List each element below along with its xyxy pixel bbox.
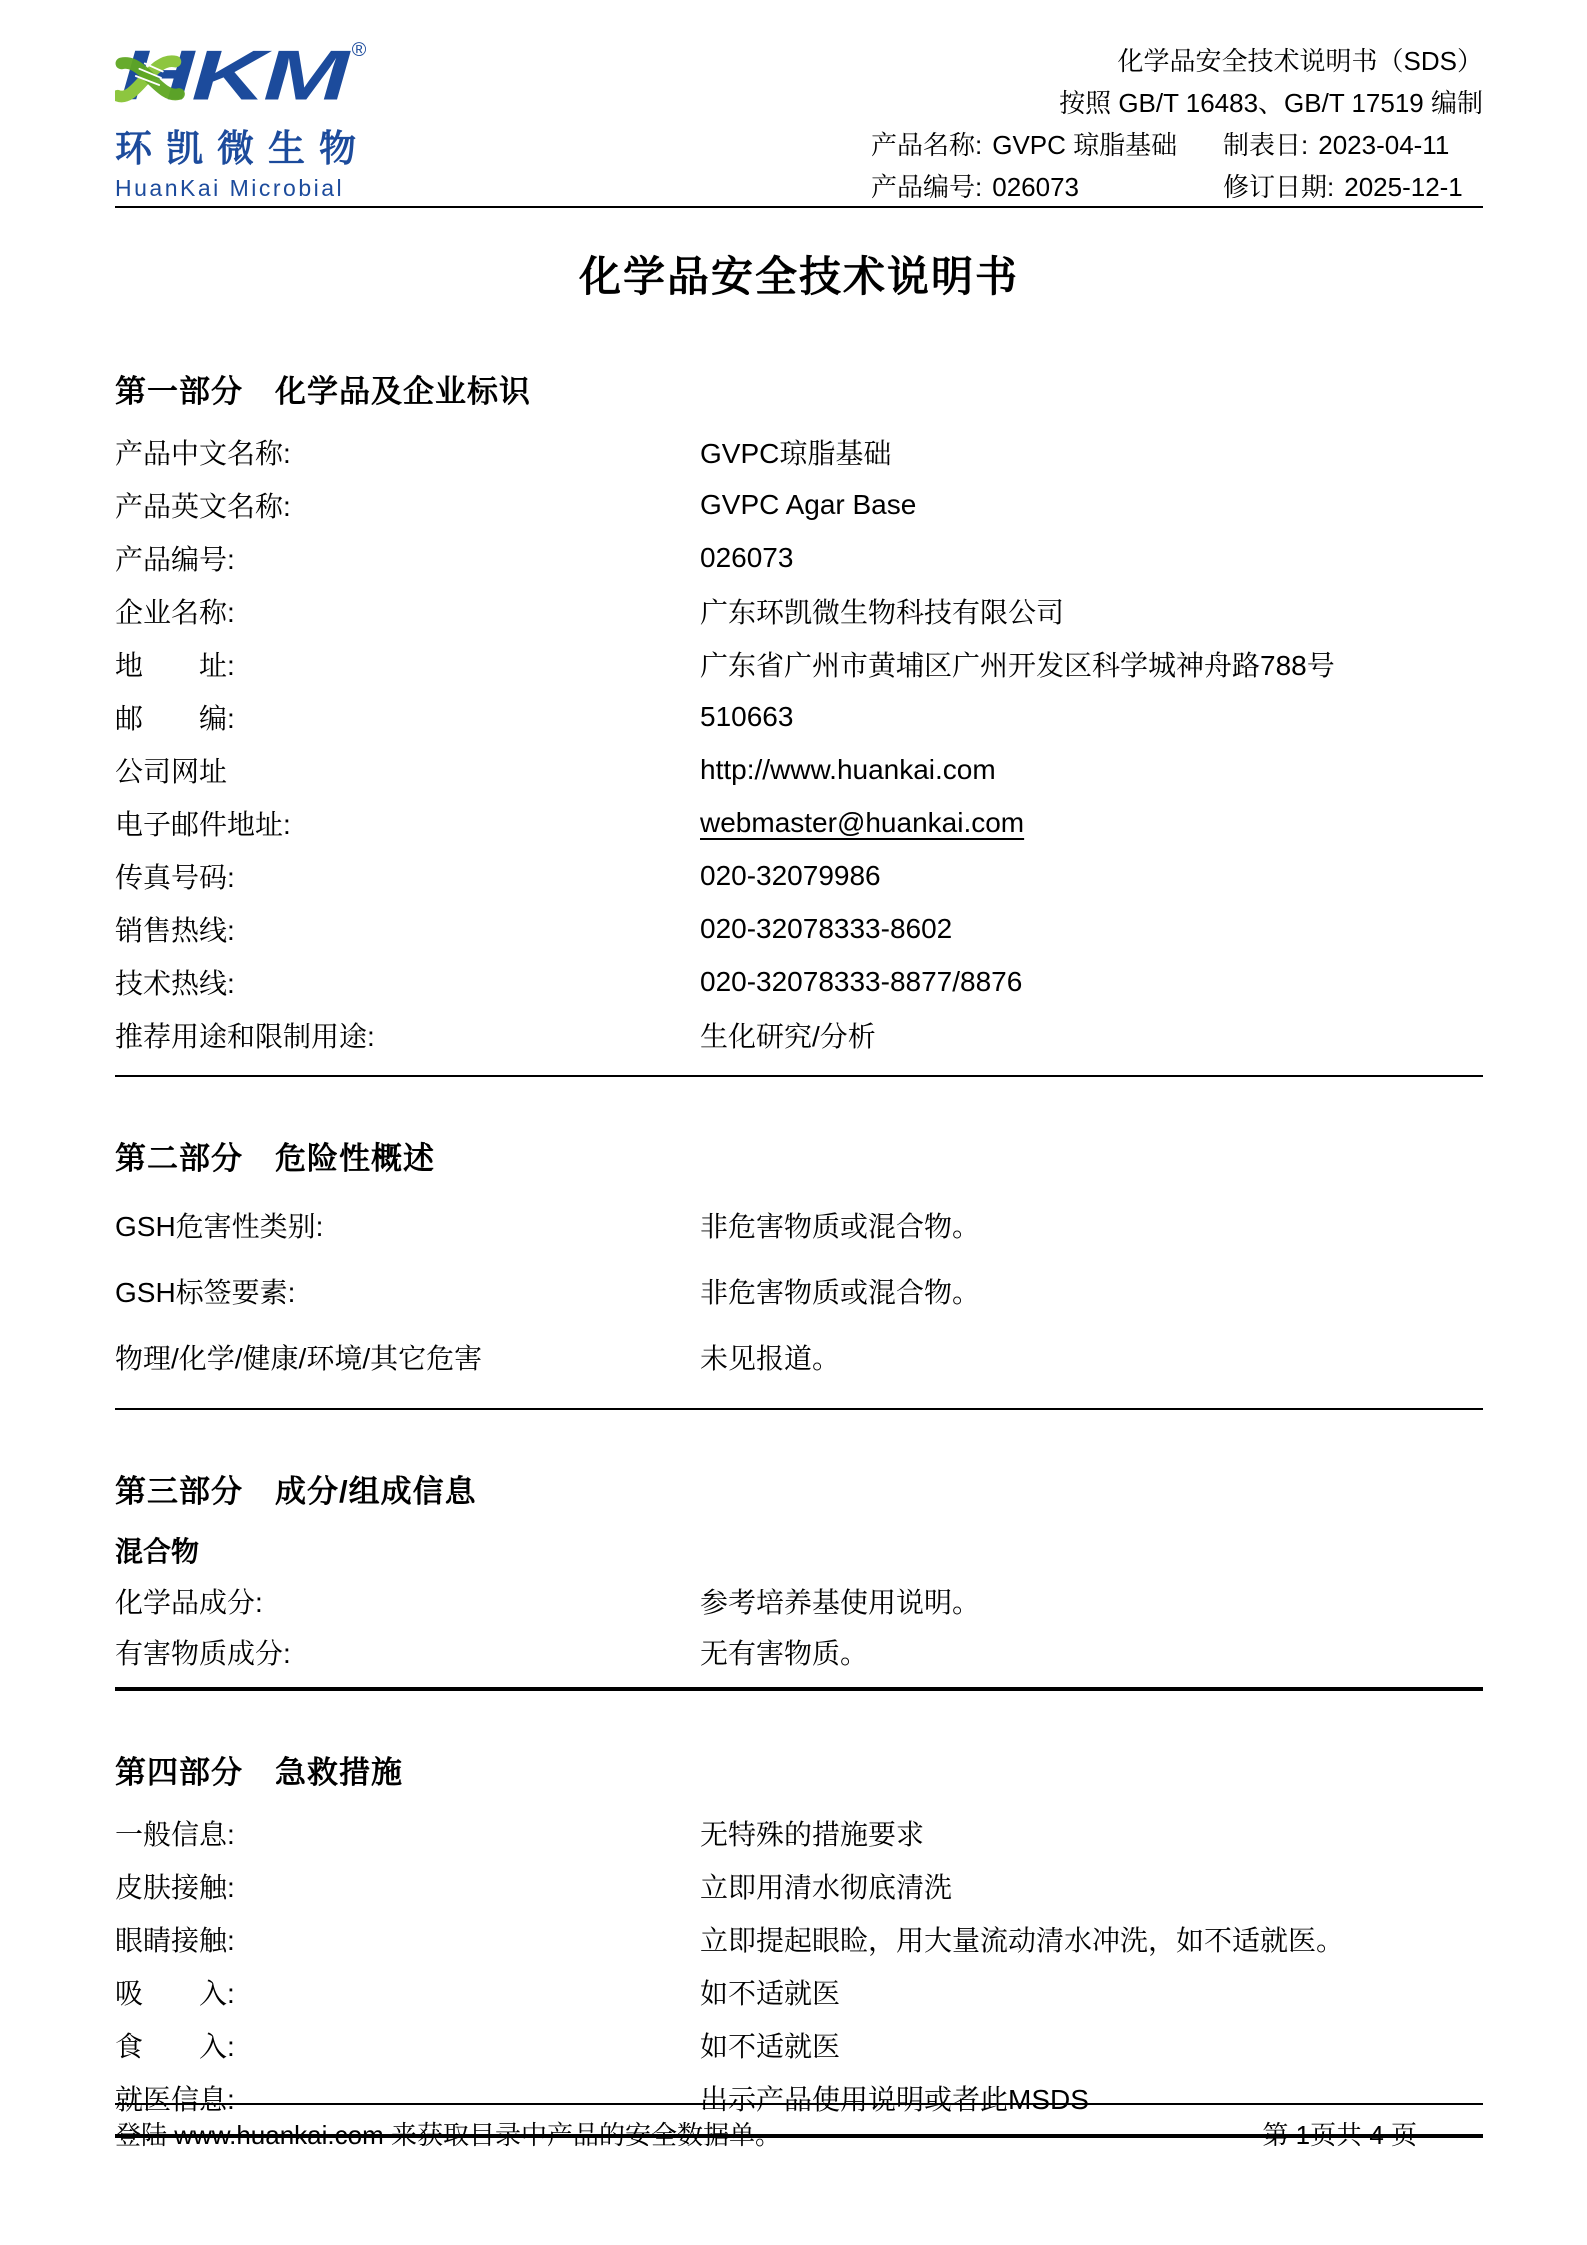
field-label: 化学品成分: (115, 1586, 263, 1618)
hkm-logo (115, 40, 415, 202)
page-number: 第 1页共 4 页 (1262, 2120, 1417, 2150)
field-row (115, 425, 1483, 478)
field-label: 企业名称: (115, 596, 235, 628)
field-label: 食 入: (115, 2030, 235, 2062)
issue-date-cell (1223, 124, 1483, 166)
section-3-composition (115, 1466, 1483, 1691)
field-label: 推荐用途和限制用途: (115, 1020, 375, 1052)
product-code-label: 产品编号: (871, 172, 983, 202)
field-label: 传真号码: (115, 861, 235, 893)
footer-divider (115, 2103, 1483, 2105)
field-row (115, 478, 1483, 531)
field-label: 皮肤接触: (115, 1871, 235, 1903)
field-value: http://www.huankai.com (700, 753, 996, 785)
section-2-hazards (115, 1133, 1483, 1410)
field-value: GVPC Agar Base (700, 488, 917, 520)
field-value: 出示产品使用说明或者此MSDS (700, 2083, 1089, 2115)
section-1-identification (115, 366, 1483, 1077)
field-value: 020-32078333-8877/8876 (700, 965, 1023, 997)
field-row (115, 1192, 1483, 1258)
field-label: 物理/化学/健康/环境/其它危害 (115, 1343, 483, 1374)
registered-trademark-icon: ® (351, 40, 367, 62)
field-value: 020-32078333-8602 (700, 912, 953, 944)
field-row (115, 1258, 1483, 1324)
field-value: 广东省广州市黄埔区广州开发区科学城神舟路788号 (700, 649, 1335, 681)
field-value: 020-32079986 (700, 859, 881, 891)
product-name-value: GVPC 琼脂基础 (992, 130, 1178, 160)
field-row (115, 743, 1483, 796)
field-row (115, 1859, 1483, 1912)
product-name-cell (871, 124, 1223, 166)
field-value: 非危害物质或混合物。 (700, 1211, 981, 1242)
field-row (115, 902, 1483, 955)
field-value: GVPC琼脂基础 (700, 437, 892, 469)
field-row (115, 796, 1483, 849)
section-3-composition-subheading: 混合物 (115, 1536, 200, 1567)
field-label: 产品编号: (115, 543, 235, 575)
field-value[interactable]: webmaster@huankai.com (700, 806, 1025, 838)
section-divider (115, 1408, 1483, 1410)
header-meta (871, 40, 1483, 208)
section-2-hazards-heading: 第二部分 危险性概述 (115, 1141, 435, 1176)
footer (115, 2115, 1483, 2152)
section-1-identification-heading: 第一部分 化学品及企业标识 (115, 374, 531, 409)
field-label: 公司网址 (115, 755, 228, 787)
field-label: 有害物质成分: (115, 1637, 291, 1669)
revision-date-label: 修订日期: (1223, 172, 1335, 202)
field-value: 生化研究/分析 (700, 1020, 876, 1052)
issue-date-value: 2023-04-11 (1318, 130, 1450, 160)
field-row (115, 1626, 1483, 1677)
field-label: GSH危害性类别: (115, 1211, 324, 1242)
field-value: 510663 (700, 700, 794, 732)
product-code-value: 026073 (992, 172, 1079, 202)
field-value: 如不适就医 (700, 1977, 841, 2009)
doc-type: 化学品安全技术说明书（SDS） (1117, 46, 1483, 76)
field-value: 非危害物质或混合物。 (700, 1277, 981, 1308)
hkm-wordmark-icon (115, 40, 387, 112)
field-label: 眼睛接触: (115, 1924, 235, 1956)
document-header (115, 0, 1483, 208)
section-4-first-aid-heading: 第四部分 急救措施 (115, 1755, 403, 1790)
logo-chinese-name: 环凯微生物 (115, 128, 370, 169)
header-meta-grid (871, 124, 1483, 208)
section-4-first-aid (115, 1747, 1483, 2138)
revision-date-cell (1223, 166, 1483, 208)
standard-note: 按照 GB/T 16483、GB/T 17519 编制 (1059, 88, 1483, 118)
field-row (115, 1575, 1483, 1626)
field-row (115, 637, 1483, 690)
field-label: 吸 入: (115, 1977, 235, 2009)
field-value: 未见报道。 (700, 1343, 841, 1374)
section-3-composition-heading: 第三部分 成分/组成信息 (115, 1474, 477, 1509)
field-label: 邮 编: (115, 702, 235, 734)
field-row (115, 1912, 1483, 1965)
issue-date-label: 制表日: (1223, 130, 1309, 160)
field-value: 广东环凯微生物科技有限公司 (700, 596, 1065, 628)
product-code-cell (871, 166, 1223, 208)
product-name-label: 产品名称: (871, 130, 983, 160)
field-value: 026073 (700, 541, 794, 573)
field-label: 电子邮件地址: (115, 808, 291, 840)
field-label: 就医信息: (115, 2083, 235, 2115)
field-label: 地 址: (115, 649, 235, 681)
field-row (115, 584, 1483, 637)
field-row (115, 1008, 1483, 1061)
field-value: 立即用清水彻底清洗 (700, 1871, 953, 1903)
field-row (115, 1324, 1483, 1390)
logo-english-name: HuanKai Microbial (115, 175, 345, 201)
field-label: 一般信息: (115, 1818, 235, 1850)
field-label: 技术热线: (115, 967, 235, 999)
field-row (115, 1965, 1483, 2018)
field-row (115, 955, 1483, 1008)
field-label: 销售热线: (115, 914, 235, 946)
field-value: 无特殊的措施要求 (700, 1818, 925, 1850)
field-row (115, 1806, 1483, 1859)
field-value: 参考培养基使用说明。 (700, 1586, 981, 1618)
section-divider (115, 1075, 1483, 1077)
field-row (115, 849, 1483, 902)
field-label: GSH标签要素: (115, 1277, 296, 1308)
field-row (115, 2018, 1483, 2071)
revision-date-value: 2025-12-1 (1344, 172, 1463, 202)
page-title: 化学品安全技术说明书 (578, 253, 1019, 300)
field-value: 无有害物质。 (700, 1637, 869, 1669)
field-value: 立即提起眼睑，用大量流动清水冲洗，如不适就医。 (700, 1924, 1345, 1956)
hkm-letters: HKM (119, 40, 352, 112)
field-label: 产品英文名称: (115, 490, 291, 522)
field-row (115, 531, 1483, 584)
sections (115, 366, 1483, 2138)
field-row (115, 690, 1483, 743)
field-value: 如不适就医 (700, 2030, 841, 2062)
field-label: 产品中文名称: (115, 437, 291, 469)
footer-note: 登陆 www.huankai.com 来获取目录中产品的安全数据单。 (115, 2120, 781, 2150)
section-divider (115, 1687, 1483, 1691)
